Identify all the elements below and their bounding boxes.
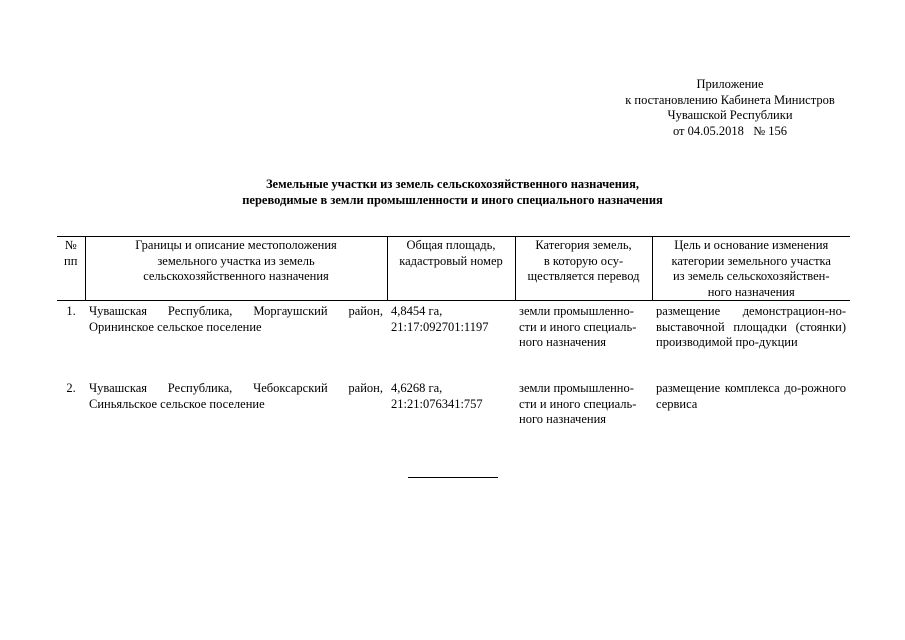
row-location: Чувашская Республика, Моргаушский район, Орининское сельское поселение	[89, 304, 383, 334]
header-area: Общая площадь, кадастровый номер	[387, 237, 515, 301]
appendix-line: Приложение	[696, 77, 764, 91]
title-line: Земельные участки из земель сельскохозяйственного назначения,	[265, 177, 640, 191]
row-number: 1.	[66, 304, 76, 318]
table-row	[57, 379, 850, 441]
appendix-date-number: от 04.05.2018 № 156	[672, 123, 788, 138]
appendix-line: Чувашской Республики	[667, 108, 793, 122]
row-purpose: размещение комплекса до-рожного сервиса	[656, 381, 846, 411]
appendix-line: к постановлению Кабинета Министров	[625, 92, 835, 107]
row-category: земли промышленно- сти и иного специаль- ного назначения	[519, 304, 637, 349]
header-location: Границы и описание местоположения земельного участка из земель сельскохозяйственного назначения	[85, 237, 387, 301]
header-number: № пп	[57, 237, 85, 301]
table-row	[57, 301, 850, 380]
row-category: земли промышленно- сти и иного специаль- ного назначения	[519, 381, 637, 426]
title-line: переводимые в земли промышленности и иного специального назначения	[242, 193, 663, 207]
row-number: 2.	[66, 381, 76, 395]
appendix-block	[600, 77, 860, 139]
header-category: Категория земель, в которую осу- ществляется перевод	[515, 237, 652, 301]
row-area: 4,6268 га, 21:21:076341:757	[391, 381, 483, 411]
header-purpose: Цель и основание изменения категории земельного участка из земель сельскохозяйствен- ного назначения	[652, 237, 850, 301]
land-plots-table	[57, 236, 850, 441]
row-location: Чувашская Республика, Чебоксарский район, Синьяльское сельское поселение	[89, 381, 383, 411]
closing-separator-line	[408, 477, 498, 478]
row-purpose: размещение демонстрацион-но-выставочной площадки (стоянки) производимой про-дукции	[656, 304, 846, 349]
table-header-row	[57, 237, 850, 301]
document-title	[100, 176, 805, 208]
row-area: 4,8454 га, 21:17:092701:1197	[391, 304, 489, 334]
